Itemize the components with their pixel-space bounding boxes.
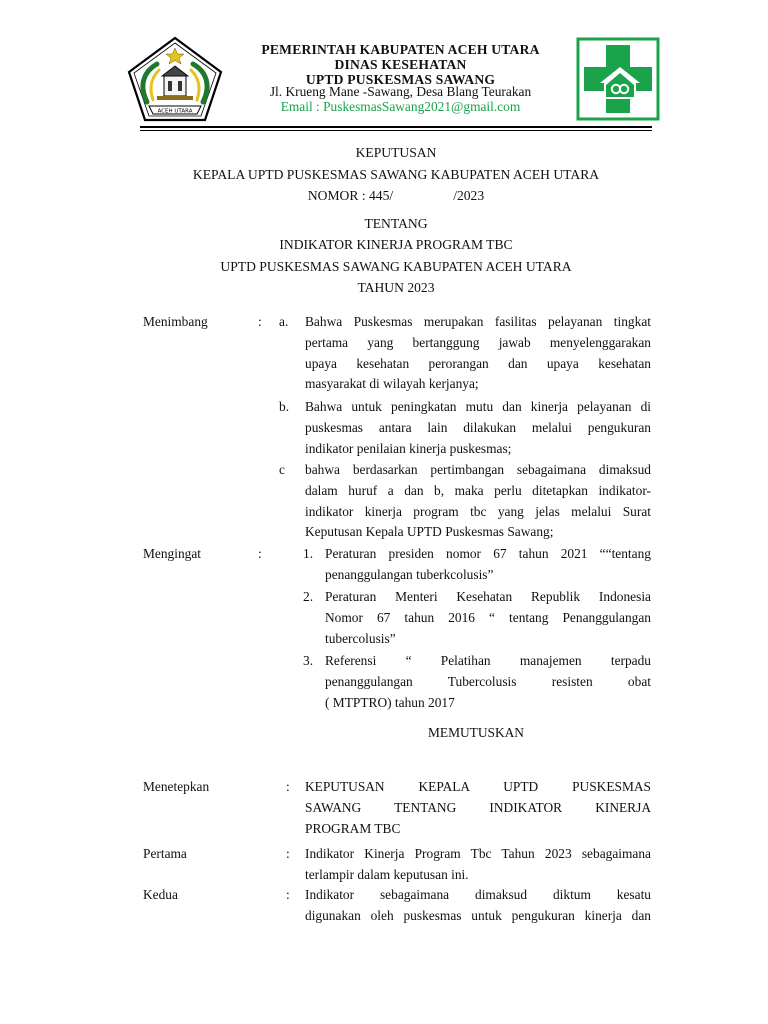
letterhead-rule-thin	[140, 130, 652, 131]
text-line: ( MTPTRO) tahun 2017	[325, 694, 455, 710]
menimbang-label: Menimbang	[143, 314, 208, 329]
text-line: KEPUTUSAN KEPALA UPTD PUSKESMAS	[305, 779, 651, 794]
text-line: Bahwa Puskesmas merupakan fasilitas pelayanan tingkat	[305, 314, 651, 329]
mengingat-item-1	[325, 544, 651, 586]
mengingat-marker-1: 1.	[303, 546, 314, 561]
decree-number	[140, 188, 652, 204]
menetapkan-text	[305, 777, 651, 839]
text-line: SAWANG TENTANG INDIKATOR KINERJA	[305, 799, 651, 815]
text-line: tubercolusis”	[325, 630, 396, 646]
text-line: indikator penilaian kinerja puskesmas;	[305, 440, 512, 456]
letterhead-agency-name: DINAS KESEHATAN	[334, 57, 467, 72]
menimbang-item-c	[305, 460, 651, 543]
menimbang-item-a	[305, 312, 651, 395]
text-line: PROGRAM TBC	[305, 820, 401, 836]
decree-number-suffix: /2023	[453, 188, 485, 203]
letterhead-government-name: PEMERINTAH KABUPATEN ACEH UTARA	[261, 42, 540, 57]
mengingat-item-2	[325, 587, 651, 649]
mengingat-colon: :	[258, 546, 262, 561]
mengingat-item-3	[325, 651, 651, 713]
decree-issuer: KEPALA UPTD PUSKESMAS SAWANG KABUPATEN ACEH UTARA	[192, 167, 600, 182]
menetapkan-colon: :	[286, 779, 290, 794]
menimbang-marker-a: a.	[279, 314, 289, 329]
menimbang-item-b	[305, 397, 651, 459]
svg-text:ACEH UTARA: ACEH UTARA	[157, 108, 193, 115]
text-line: masyarakat di wilayah kerjanya;	[305, 376, 479, 392]
kedua-colon: :	[286, 887, 290, 902]
menetapkan-label: Menetepkan	[143, 779, 210, 794]
letterhead-address: Jl. Krueng Mane -Sawang, Desa Blang Teurakan	[269, 84, 532, 99]
memutuskan-heading: MEMUTUSKAN	[428, 725, 524, 740]
mengingat-label: Mengingat	[143, 546, 202, 561]
letterhead-unit-name: UPTD PUSKESMAS SAWANG	[305, 72, 496, 87]
text-line: dalam huruf a dan b, maka perlu ditetapkan indikator-	[305, 482, 651, 498]
menimbang-colon: :	[258, 314, 262, 329]
decree-year: TAHUN 2023	[357, 280, 435, 295]
decree-subject-unit: UPTD PUSKESMAS SAWANG KABUPATEN ACEH UTARA	[220, 259, 572, 274]
decree-heading: KEPUTUSAN	[355, 145, 437, 160]
text-line: digunakan oleh puskesmas untuk pengukuran kinerja dan	[305, 907, 651, 923]
text-line: bahwa berdasarkan pertimbangan sebagaimana dimaksud	[305, 462, 651, 477]
text-line: pertama yang bertanggung jawab menyelenggarakan	[305, 334, 651, 350]
menimbang-marker-c: c	[279, 462, 285, 477]
text-line: Nomor 67 tahun 2016 “ tentang Penanggulangan	[325, 609, 651, 625]
aceh-utara-emblem-icon	[127, 36, 223, 122]
letterhead-rule-thick	[140, 126, 652, 128]
letterhead	[0, 0, 768, 135]
kedua-label: Kedua	[143, 887, 178, 902]
text-line: Keputusan Kepala UPTD Puskesmas Sawang;	[305, 524, 554, 540]
puskesmas-cross-icon	[576, 37, 660, 121]
text-line: puskesmas antara lain dilakukan melalui pengukuran	[305, 419, 651, 435]
pertama-text	[305, 844, 651, 886]
text-line: terlampir dalam keputusan ini.	[305, 866, 469, 882]
text-line: indikator kinerja program tbc yang jelas melalui Surat	[305, 503, 651, 519]
pertama-colon: :	[286, 846, 290, 861]
mengingat-marker-2: 2.	[303, 589, 314, 604]
mengingat-marker-3: 3.	[303, 653, 314, 668]
decree-about-heading: TENTANG	[364, 216, 428, 231]
decree-subject: INDIKATOR KINERJA PROGRAM TBC	[279, 237, 513, 252]
text-line: Indikator Kinerja Program Tbc Tahun 2023 sebagaimana	[305, 846, 651, 861]
text-line: Indikator sebagaimana dimaksud diktum kesatu	[305, 887, 651, 902]
text-line: upaya kesehatan perorangan dan upaya kesehatan	[305, 355, 651, 371]
text-line: Peraturan presiden nomor 67 tahun 2021 ““tentang	[325, 546, 651, 561]
menimbang-marker-b: b.	[279, 399, 290, 414]
text-line: penanggulangan tuberkcolusis”	[325, 566, 494, 582]
text-line: penanggulangan Tubercolusis resisten obat	[325, 673, 651, 689]
text-line: Referensi “ Pelatihan manajemen terpadu	[325, 653, 651, 668]
kedua-text	[305, 885, 651, 927]
letterhead-email: Email : PuskesmasSawang2021@gmail.com	[280, 99, 521, 114]
text-line: Peraturan Menteri Kesehatan Republik Indonesia	[325, 589, 651, 604]
pertama-label: Pertama	[143, 846, 187, 861]
decree-number-prefix: NOMOR : 445/	[307, 188, 394, 203]
text-line: Bahwa untuk peningkatan mutu dan kinerja pelayanan di	[305, 399, 651, 414]
